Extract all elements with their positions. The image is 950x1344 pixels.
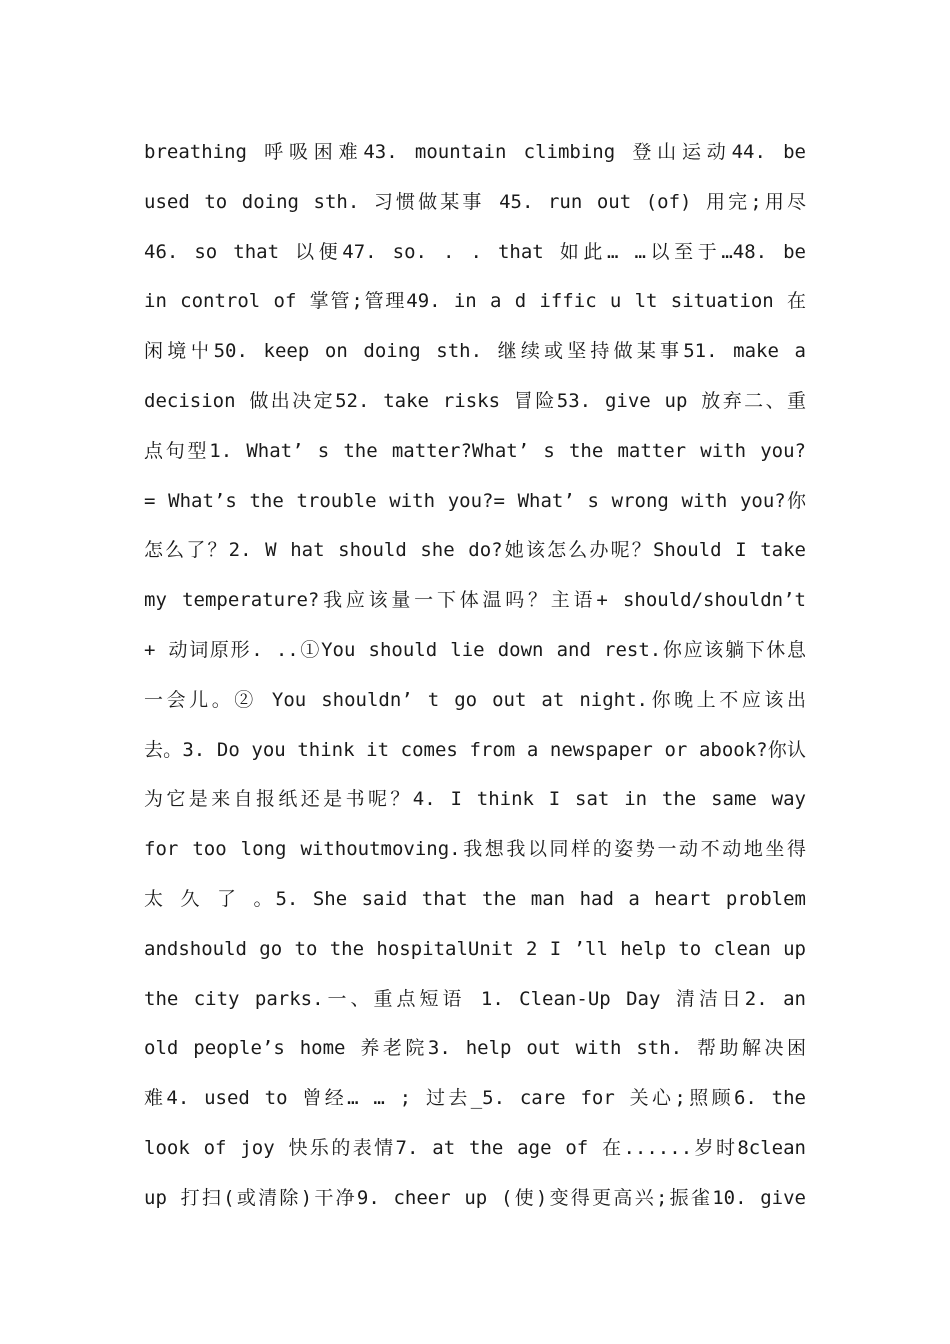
text-line: decision 做出决定52. take risks 冒险53. give up 放弃二、重 <box>144 389 806 412</box>
text-line: = What’s the trouble with you?= What’ s wrong with you?你 <box>144 489 806 512</box>
text-line: + 动词原形. ..①You should lie down and rest.你应该躺下休息 <box>144 638 806 661</box>
text-line: 难4. used to 曾经… … ; 过去_5. care for 关心;照顾6. the <box>144 1087 806 1110</box>
text-line: andshould go to the hospitalUnit 2 I ’ll help to clean up <box>144 937 806 960</box>
text-line: for too long withoutmoving.我想我以同样的姿势一动不动地坐得 <box>144 838 806 861</box>
text-line: 为它是来自报纸还是书呢？4. I think I sat in the same way <box>144 788 806 811</box>
text-line: up 打扫(或清除)干净9. cheer up (使)变得更高兴;振雀10. give <box>144 1186 806 1209</box>
text-line: 一会儿。② You shouldn’ t go out at night.你晚上不应该出 <box>144 688 806 711</box>
text-line: old people’s home 养老院3. help out with sth. 帮助解决困 <box>144 1037 806 1060</box>
text-line: 闲境屮50. keep on doing sth. 继续或坚持做某事51. make a <box>144 340 806 363</box>
text-line: look of joy 快乐的表情7. at the age of 在......岁时8clean <box>144 1136 806 1159</box>
text-line: in control of 掌管;管理49. in a d iffic u lt situation 在 <box>144 290 806 313</box>
text-line: used to doing sth. 习惯做某事 45. run out (of) 用完;用尽 <box>144 190 806 213</box>
text-line: my temperature?我应该量一下体温吗？主语+ should/shouldn’t <box>144 589 806 612</box>
text-line: 点句型1. What’ s the matter?What’ s the matter with you? <box>144 439 806 462</box>
text-line: 怎么了？2. W hat should she do?她该怎么办呢？Should I take <box>144 539 806 562</box>
body-text <box>144 132 806 1228</box>
text-line: breathing 呼吸困难43. mountain climbing 登山运动44. be <box>144 141 806 163</box>
text-line: 46. so that 以便47. so. . . that 如此… …以至于…48. be <box>144 240 806 263</box>
text-line: 去。3. Do you think it comes from a newspaper or abook?你认 <box>144 738 806 761</box>
text-line: the city parks.一、重点短语 1. Clean-Up Day 清洁日2. an <box>144 987 806 1010</box>
text-line: 太 久 了 。5. She said that the man had a heart problem <box>144 887 806 910</box>
